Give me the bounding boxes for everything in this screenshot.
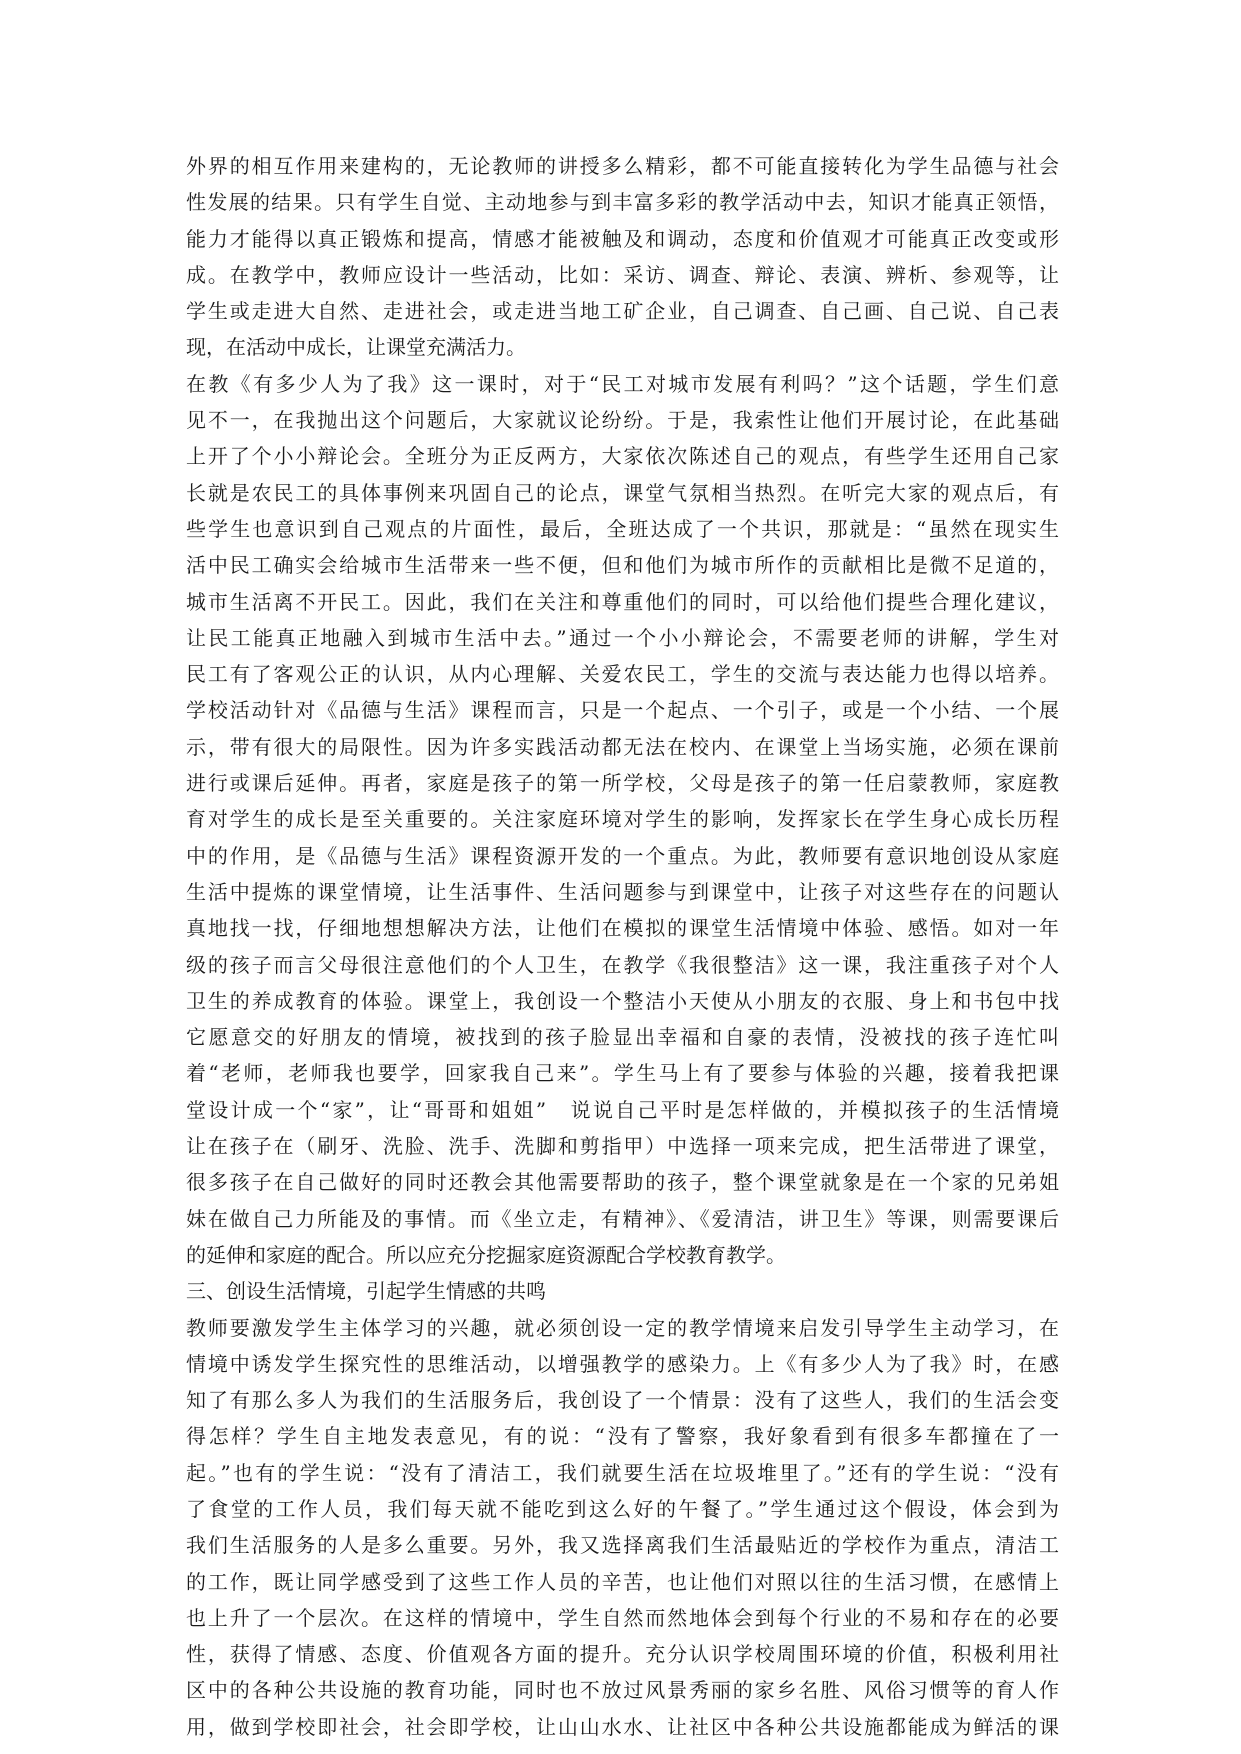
- paragraph-line: 区中的各种公共设施的教育功能，同时也不放过风景秀丽的家乡名胜、风俗习惯等的育人作: [186, 1678, 1059, 1703]
- paragraph-line: 着“老师，老师我也要学，回家我自己来”。学生马上有了要参与体验的兴趣，接着我把课: [186, 1061, 1059, 1086]
- paragraph-line: 堂设计成一个“家”，让“哥哥和姐姐” 说说自己平时是怎样做的，并模拟孩子的生活情境: [186, 1097, 1059, 1122]
- paragraph-line: 也上升了一个层次。在这样的情境中，学生自然而然地体会到每个行业的不易和存在的必要: [186, 1605, 1059, 1630]
- paragraph-line: 生活中提炼的课堂情境，让生活事件、生活问题参与到课堂中，让孩子对这些存在的问题认: [186, 879, 1059, 904]
- paragraph-line: 学生或走进大自然、走进社会，或走进当地工矿企业，自己调查、自己画、自己说、自己表: [186, 299, 1059, 324]
- paragraph-line: 学校活动针对《品德与生活》课程而言，只是一个起点、一个引子，或是一个小结、一个展: [186, 698, 1059, 723]
- paragraph-line: 中的作用，是《品德与生活》课程资源开发的一个重点。为此，教师要有意识地创设从家庭: [186, 843, 1059, 868]
- paragraph-line: 性发展的结果。只有学生自觉、主动地参与到丰富多彩的教学活动中去，知识才能真正领悟，: [186, 190, 1059, 215]
- paragraph-line: 民工有了客观公正的认识，从内心理解、关爱农民工，学生的交流与表达能力也得以培养。: [186, 662, 1059, 687]
- paragraph-line: 教师要激发学生主体学习的兴趣，就必须创设一定的教学情境来启发引导学生主动学习，在: [186, 1315, 1059, 1340]
- paragraph-line: 情境中诱发学生探究性的思维活动，以增强教学的感染力。上《有多少人为了我》时，在感: [186, 1351, 1059, 1376]
- paragraph-line: 它愿意交的好朋友的情境，被找到的孩子脸显出幸福和自豪的表情，没被找的孩子连忙叫: [186, 1025, 1059, 1050]
- paragraph-line: 示，带有很大的局限性。因为许多实践活动都无法在校内、在课堂上当场实施，必须在课前: [186, 734, 1059, 759]
- paragraph-line: 了食堂的工作人员，我们每天就不能吃到这么好的午餐了。”学生通过这个假设，体会到为: [186, 1496, 1059, 1521]
- paragraph-line: 知了有那么多人为我们的生活服务后，我创设了一个情景：没有了这些人，我们的生活会变: [186, 1388, 1059, 1413]
- paragraph-line: 成。在教学中，教师应设计一些活动，比如：采访、调查、辩论、表演、辨析、参观等，让: [186, 262, 1059, 287]
- paragraph-line: 城市生活离不开民工。因此，我们在关注和尊重他们的同时，可以给他们提些合理化建议，: [186, 589, 1059, 614]
- paragraph-line: 妹在做自己力所能及的事情。而《坐立走，有精神》、《爱清洁，讲卫生》等课，则需要课后: [186, 1206, 1059, 1231]
- document-body: [186, 148, 1059, 1745]
- paragraph-line: 上开了个小小辩论会。全班分为正反两方，大家依次陈述自己的观点，有些学生还用自己家: [186, 444, 1059, 469]
- paragraph-line: 外界的相互作用来建构的，无论教师的讲授多么精彩，都不可能直接转化为学生品德与社会: [186, 154, 1059, 178]
- paragraph-line-final: 的延伸和家庭的配合。所以应充分挖掘家庭资源配合学校教育教学。: [186, 1242, 786, 1267]
- paragraph-line: 性，获得了情感、态度、价值观各方面的提升。充分认识学校周围环境的价值，积极利用社: [186, 1642, 1059, 1667]
- paragraph-line: 能力才能得以真正锻炼和提高，情感才能被触及和调动，态度和价值观才可能真正改变或形: [186, 226, 1059, 251]
- paragraph-line: 活中民工确实会给城市生活带来一些不便，但和他们为城市所作的贡献相比是微不足道的，: [186, 553, 1059, 578]
- paragraph-line: 的工作，既让同学感受到了这些工作人员的辛苦，也让他们对照以往的生活习惯，在感情上: [186, 1569, 1059, 1594]
- paragraph-line-final: 三、创设生活情境，引起学生情感的共鸣: [186, 1279, 546, 1304]
- paragraph-line: 些学生也意识到自己观点的片面性，最后，全班达成了一个共识，那就是：“虽然在现实生: [186, 516, 1059, 541]
- paragraph-line: 让在孩子在（刷牙、洗脸、洗手、洗脚和剪指甲）中选择一项来完成，把生活带进了课堂，: [186, 1134, 1059, 1159]
- paragraph-line: 级的孩子而言父母很注意他们的个人卫生，在教学《我很整洁》这一课，我注重孩子对个人: [186, 952, 1059, 977]
- paragraph-line: 得怎样？学生自主地发表意见，有的说：“没有了警察，我好象看到有很多车都撞在了一: [186, 1424, 1059, 1449]
- paragraph-line: 卫生的养成教育的体验。课堂上，我创设一个整洁小天使从小朋友的衣服、身上和书包中找: [186, 988, 1059, 1013]
- paragraph-line: 用，做到学校即社会，社会即学校，让山山水水、让社区中各种公共设施都能成为鲜活的课: [186, 1714, 1059, 1739]
- paragraph-line: 进行或课后延伸。再者，家庭是孩子的第一所学校，父母是孩子的第一任启蒙教师，家庭教: [186, 771, 1059, 796]
- paragraph-line: 起。”也有的学生说：“没有了清洁工，我们就要生活在垃圾堆里了。”还有的学生说：“没有: [186, 1460, 1059, 1485]
- paragraph-line: 我们生活服务的人是多么重要。另外，我又选择离我们生活最贴近的学校作为重点，清洁工: [186, 1533, 1059, 1558]
- paragraph-line: 很多孩子在自己做好的同时还教会其他需要帮助的孩子，整个课堂就象是在一个家的兄弟姐: [186, 1170, 1059, 1195]
- paragraph-line-final: 现，在活动中成长，让课堂充满活力。: [186, 335, 526, 360]
- paragraph-line: 见不一，在我抛出这个问题后，大家就议论纷纷。于是，我索性让他们开展讨论，在此基础: [186, 408, 1059, 433]
- paragraph-line: 长就是农民工的具体事例来巩固自己的论点，课堂气氛相当热烈。在听完大家的观点后，有: [186, 480, 1059, 505]
- paragraph-line: 育对学生的成长是至关重要的。关注家庭环境对学生的影响，发挥家长在学生身心成长历程: [186, 807, 1059, 832]
- paragraph-line: 让民工能真正地融入到城市生活中去。”通过一个小小辩论会，不需要老师的讲解，学生对: [186, 625, 1059, 650]
- paragraph-line: 真地找一找，仔细地想想解决方法，让他们在模拟的课堂生活情境中体验、感悟。如对一年: [186, 916, 1059, 941]
- paragraph-line: 在教《有多少人为了我》这一课时，对于“民工对城市发展有利吗？”这个话题，学生们意: [186, 371, 1059, 396]
